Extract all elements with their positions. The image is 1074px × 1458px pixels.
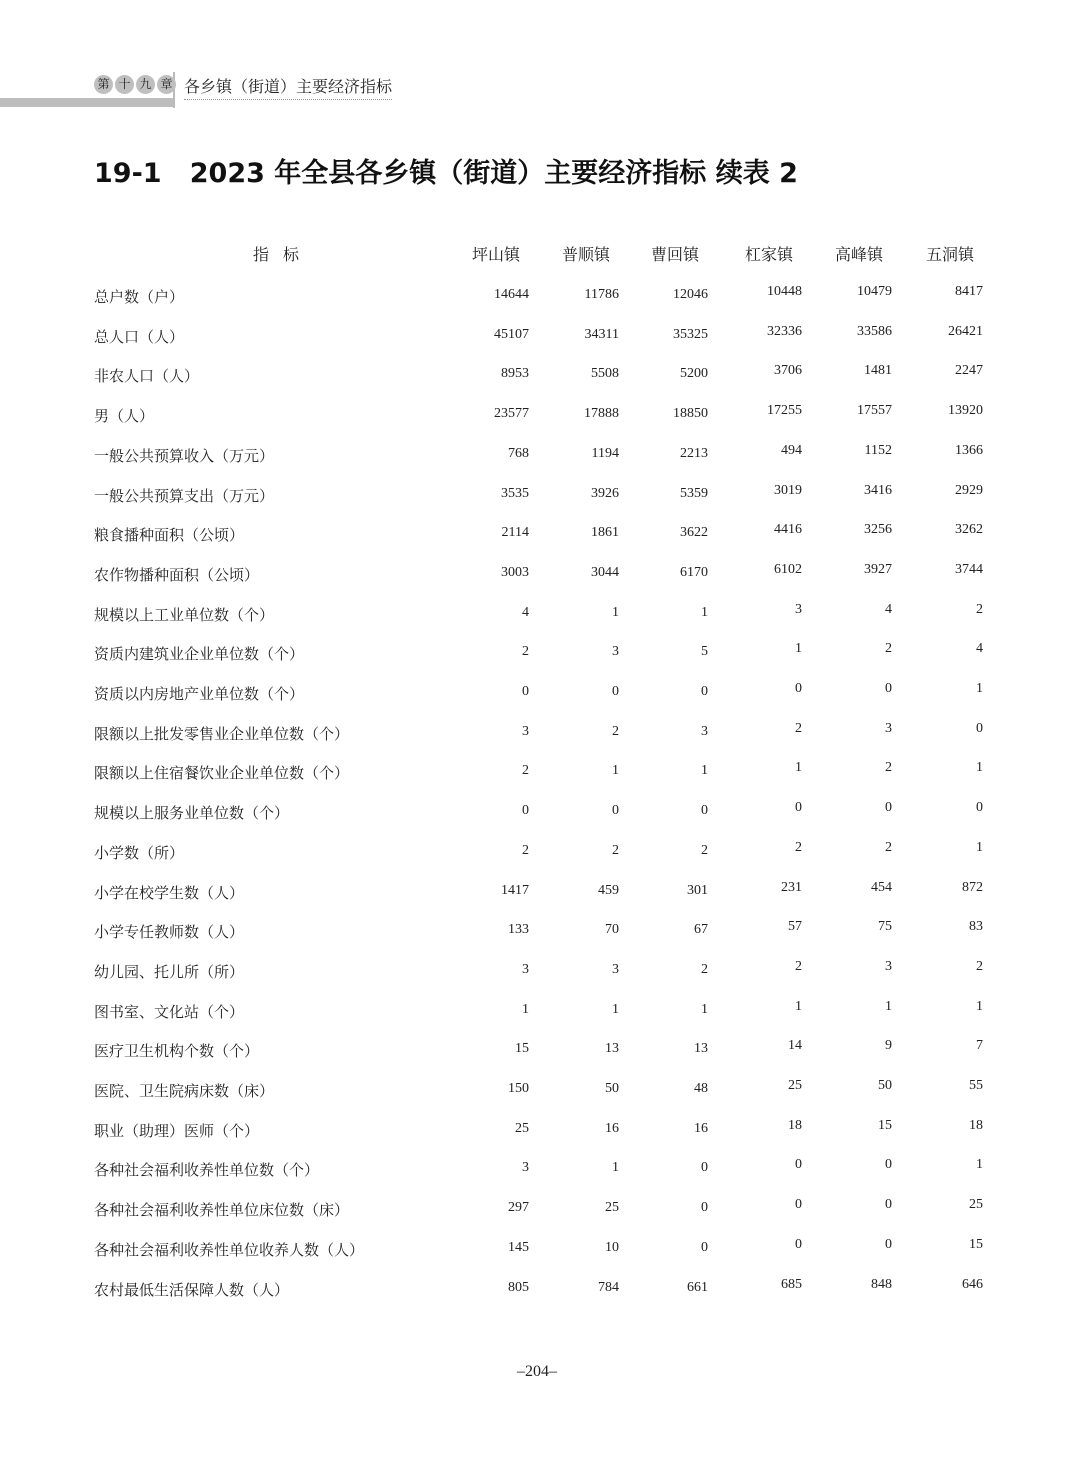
cell-value: 3003 — [501, 564, 529, 580]
page-number: –204– — [517, 1363, 557, 1380]
table-row — [0, 286, 1074, 310]
table-row — [0, 762, 1074, 786]
row-label: 总人口（人） — [94, 327, 185, 346]
cell-value: 13920 — [948, 403, 983, 419]
row-label: 职业（助理）医师（个） — [94, 1121, 260, 1140]
cell-value: 32336 — [767, 323, 802, 339]
cell-value: 2 — [976, 601, 983, 617]
cell-value: 14 — [788, 1038, 802, 1054]
cell-value: 3706 — [774, 363, 802, 379]
cell-value: 50 — [878, 1078, 892, 1093]
row-label: 小学专任教师数（人） — [94, 923, 245, 942]
cell-value: 2247 — [955, 363, 983, 379]
cell-value: 0 — [701, 1160, 708, 1176]
cell-value: 4 — [522, 604, 529, 620]
cell-value: 12046 — [673, 287, 708, 302]
cell-value: 18850 — [673, 406, 708, 422]
cell-value: 1 — [522, 1001, 529, 1017]
row-label: 图书室、文化站（个） — [94, 1002, 245, 1021]
row-label: 小学在校学生数（人） — [94, 883, 245, 902]
cell-value: 2 — [795, 958, 802, 974]
chapter-badge — [94, 75, 176, 94]
table-row — [0, 482, 1074, 509]
cell-value: 25 — [969, 1197, 983, 1213]
page-title: 19-1 2023 年全县各乡镇（街道）主要经济指标 续表 2 — [94, 158, 798, 189]
row-label: 资质以内房地产业单位数（个） — [94, 685, 305, 703]
cell-value: 1366 — [955, 442, 983, 458]
cell-value: 10 — [605, 1239, 619, 1255]
cell-value: 17557 — [857, 403, 892, 419]
cell-value: 4 — [885, 601, 892, 617]
cell-value: 3 — [701, 723, 708, 739]
row-label: 各种社会福利收养性单位床位数（床） — [94, 1201, 350, 1220]
cell-value: 301 — [687, 882, 708, 898]
cell-value: 83 — [969, 919, 983, 935]
cell-value: 1 — [612, 763, 619, 779]
table-row — [0, 1159, 1074, 1183]
cell-value: 2 — [522, 842, 529, 858]
table-row — [0, 1080, 1074, 1104]
table-row — [0, 958, 1074, 985]
cell-value: 18 — [969, 1117, 983, 1133]
cell-value: 2 — [976, 958, 983, 974]
table-row — [0, 643, 1074, 667]
cell-value: 48 — [694, 1081, 708, 1096]
cell-value: 2 — [701, 842, 708, 858]
cell-value: 3256 — [864, 522, 892, 538]
cell-value: 0 — [795, 800, 802, 816]
cell-value: 454 — [871, 879, 892, 895]
cell-value: 10479 — [857, 284, 892, 299]
table-row — [0, 998, 1074, 1025]
column-header: 普顺镇 — [561, 245, 610, 264]
table-row — [0, 1117, 1074, 1144]
cell-value: 3 — [885, 958, 892, 974]
cell-value: 34311 — [584, 326, 619, 342]
cell-value: 0 — [701, 1239, 708, 1255]
cell-value: 67 — [694, 922, 708, 938]
cell-value: 0 — [976, 720, 983, 736]
chapter-char: 第 — [94, 75, 113, 94]
row-label: 规模以上服务业单位数（个） — [94, 804, 290, 823]
cell-value: 2 — [795, 720, 802, 736]
table-row — [0, 601, 1074, 628]
chapter-char: 章 — [157, 75, 176, 94]
cell-value: 57 — [788, 919, 802, 935]
column-header: 高峰镇 — [834, 245, 883, 264]
chapter-char: 十 — [115, 75, 134, 94]
row-label: 农作物播种面积（公顷） — [94, 565, 260, 584]
cell-value: 1 — [795, 641, 802, 657]
row-label: 小学数（所） — [94, 843, 185, 862]
cell-value: 0 — [612, 684, 619, 699]
cell-value: 6102 — [774, 561, 802, 577]
cell-value: 1194 — [591, 445, 619, 461]
cell-value: 2 — [885, 760, 892, 776]
cell-value: 0 — [522, 684, 529, 699]
cell-value: 3019 — [774, 482, 802, 498]
cell-value: 1 — [612, 1160, 619, 1176]
cell-value: 0 — [701, 684, 708, 699]
cell-value: 0 — [795, 1236, 802, 1252]
table-row — [0, 365, 1074, 389]
cell-value: 0 — [701, 803, 708, 819]
cell-value: 75 — [878, 919, 892, 935]
cell-value: 0 — [885, 681, 892, 696]
cell-value: 25 — [788, 1078, 802, 1093]
cell-value: 872 — [962, 879, 983, 895]
cell-value: 231 — [781, 879, 802, 895]
cell-value: 0 — [885, 1157, 892, 1173]
cell-value: 1 — [701, 604, 708, 620]
column-header: 坪山镇 — [471, 245, 520, 264]
row-label: 限额以上批发零售业企业单位数（个） — [94, 724, 350, 743]
cell-value: 18 — [788, 1117, 802, 1133]
row-label: 规模以上工业单位数（个） — [94, 605, 275, 624]
cell-value: 1481 — [864, 363, 892, 379]
cell-value: 45107 — [494, 326, 529, 342]
row-label: 总户数（户） — [94, 288, 185, 306]
cell-value: 848 — [871, 1276, 892, 1292]
cell-value: 459 — [598, 882, 619, 898]
indicator-header: 指标 — [253, 245, 314, 264]
cell-value: 784 — [598, 1279, 619, 1295]
cell-value: 685 — [781, 1276, 802, 1292]
cell-value: 3535 — [501, 485, 529, 501]
cell-value: 1 — [612, 604, 619, 620]
cell-value: 1 — [885, 998, 892, 1014]
cell-value: 1 — [701, 1001, 708, 1017]
cell-value: 5359 — [680, 485, 708, 501]
cell-value: 805 — [508, 1279, 529, 1295]
row-label: 限额以上住宿餐饮业企业单位数（个） — [94, 764, 350, 783]
cell-value: 3262 — [955, 522, 983, 538]
cell-value: 0 — [976, 800, 983, 816]
table-row — [0, 720, 1074, 747]
cell-value: 3416 — [864, 482, 892, 498]
row-label: 各种社会福利收养性单位数（个） — [94, 1161, 320, 1180]
table-row — [0, 561, 1074, 588]
cell-value: 9 — [885, 1038, 892, 1054]
column-header: 杠家镇 — [744, 245, 793, 264]
cell-value: 3926 — [591, 485, 619, 501]
cell-value: 6170 — [680, 564, 708, 580]
cell-value: 1 — [976, 839, 983, 855]
row-label: 一般公共预算支出（万元） — [94, 486, 275, 505]
cell-value: 17255 — [767, 403, 802, 419]
cell-value: 11786 — [584, 287, 619, 302]
header-bar — [0, 98, 173, 107]
table-row — [0, 839, 1074, 866]
cell-value: 3744 — [955, 561, 983, 577]
cell-value: 661 — [687, 1279, 708, 1295]
column-header: 五洞镇 — [925, 245, 974, 264]
cell-value: 33586 — [857, 323, 892, 339]
table-row — [0, 1276, 1074, 1303]
cell-value: 15 — [515, 1041, 529, 1057]
table-row — [0, 442, 1074, 469]
cell-value: 3 — [522, 723, 529, 739]
cell-value: 0 — [701, 1200, 708, 1216]
cell-value: 2 — [522, 644, 529, 660]
cell-value: 1861 — [591, 525, 619, 541]
row-label: 粮食播种面积（公顷） — [94, 526, 245, 545]
cell-value: 15 — [969, 1236, 983, 1252]
cell-value: 297 — [508, 1200, 529, 1216]
cell-value: 768 — [508, 445, 529, 461]
cell-value: 1417 — [501, 882, 529, 898]
cell-value: 26421 — [948, 323, 983, 339]
cell-value: 145 — [508, 1239, 529, 1255]
table-row — [0, 323, 1074, 350]
cell-value: 10448 — [767, 284, 802, 299]
cell-value: 2 — [885, 641, 892, 657]
cell-value: 3 — [522, 961, 529, 977]
table-row — [0, 802, 1074, 826]
row-label: 男（人） — [94, 407, 155, 426]
cell-value: 5 — [701, 644, 708, 660]
table-row — [0, 683, 1074, 707]
table-row — [0, 1236, 1074, 1263]
cell-value: 25 — [515, 1120, 529, 1136]
cell-value: 7 — [976, 1038, 983, 1054]
cell-value: 2 — [885, 839, 892, 855]
cell-value: 4 — [976, 641, 983, 657]
cell-value: 8417 — [955, 284, 983, 299]
cell-value: 150 — [508, 1081, 529, 1096]
cell-value: 1 — [976, 998, 983, 1014]
cell-value: 25 — [605, 1200, 619, 1216]
cell-value: 0 — [885, 1197, 892, 1213]
cell-value: 3 — [612, 644, 619, 660]
running-header: 各乡镇（街道）主要经济指标 — [184, 74, 392, 100]
cell-value: 50 — [605, 1081, 619, 1096]
table-row — [0, 921, 1074, 945]
cell-value: 2213 — [680, 445, 708, 461]
cell-value: 14644 — [494, 287, 529, 302]
cell-value: 0 — [885, 800, 892, 816]
cell-value: 5508 — [591, 366, 619, 382]
cell-value: 13 — [694, 1041, 708, 1057]
cell-value: 35325 — [673, 326, 708, 342]
cell-value: 1 — [701, 763, 708, 779]
cell-value: 70 — [605, 922, 619, 938]
row-label: 农村最低生活保障人数（人） — [94, 1280, 290, 1299]
row-label: 非农人口（人） — [94, 367, 200, 386]
cell-value: 0 — [885, 1236, 892, 1252]
cell-value: 16 — [605, 1120, 619, 1136]
cell-value: 0 — [522, 803, 529, 819]
cell-value: 3 — [522, 1160, 529, 1176]
cell-value: 2 — [795, 839, 802, 855]
table-row — [0, 1040, 1074, 1064]
table-row — [0, 879, 1074, 906]
cell-value: 2 — [612, 842, 619, 858]
cell-value: 1152 — [864, 442, 892, 458]
row-label: 医疗卫生机构个数（个） — [94, 1042, 260, 1061]
cell-value: 3927 — [864, 561, 892, 577]
row-label: 资质内建筑业企业单位数（个） — [94, 645, 305, 664]
table-header — [0, 242, 1074, 266]
cell-value: 2114 — [501, 525, 529, 541]
cell-value: 13 — [605, 1041, 619, 1057]
cell-value: 3 — [612, 961, 619, 977]
cell-value: 3 — [885, 720, 892, 736]
cell-value: 1 — [612, 1001, 619, 1017]
cell-value: 1 — [976, 1157, 983, 1173]
cell-value: 16 — [694, 1120, 708, 1136]
cell-value: 1 — [976, 760, 983, 776]
cell-value: 133 — [508, 922, 529, 938]
cell-value: 4416 — [774, 522, 802, 538]
cell-value: 5200 — [680, 366, 708, 382]
cell-value: 8953 — [501, 366, 529, 382]
table-row — [0, 1199, 1074, 1223]
cell-value: 494 — [781, 442, 802, 458]
cell-value: 55 — [969, 1078, 983, 1093]
cell-value: 0 — [612, 803, 619, 819]
row-label: 医院、卫生院病床数（床） — [94, 1082, 275, 1100]
chapter-char: 九 — [136, 75, 155, 94]
cell-value: 0 — [795, 681, 802, 696]
cell-value: 0 — [795, 1157, 802, 1173]
cell-value: 17888 — [584, 406, 619, 422]
table-row — [0, 405, 1074, 429]
row-label: 各种社会福利收养性单位收养人数（人） — [94, 1240, 365, 1259]
cell-value: 3622 — [680, 525, 708, 541]
cell-value: 3 — [795, 601, 802, 617]
column-header: 曹回镇 — [650, 245, 699, 264]
cell-value: 3044 — [591, 564, 619, 580]
cell-value: 646 — [962, 1276, 983, 1292]
cell-value: 2929 — [955, 482, 983, 498]
row-label: 幼儿园、托儿所（所） — [94, 962, 245, 981]
cell-value: 2 — [522, 763, 529, 779]
cell-value: 1 — [795, 998, 802, 1014]
cell-value: 23577 — [494, 406, 529, 422]
cell-value: 2 — [701, 961, 708, 977]
cell-value: 1 — [795, 760, 802, 776]
cell-value: 2 — [612, 723, 619, 739]
cell-value: 1 — [976, 681, 983, 696]
row-label: 一般公共预算收入（万元） — [94, 446, 275, 465]
cell-value: 15 — [878, 1117, 892, 1133]
table-row — [0, 524, 1074, 548]
cell-value: 0 — [795, 1197, 802, 1213]
